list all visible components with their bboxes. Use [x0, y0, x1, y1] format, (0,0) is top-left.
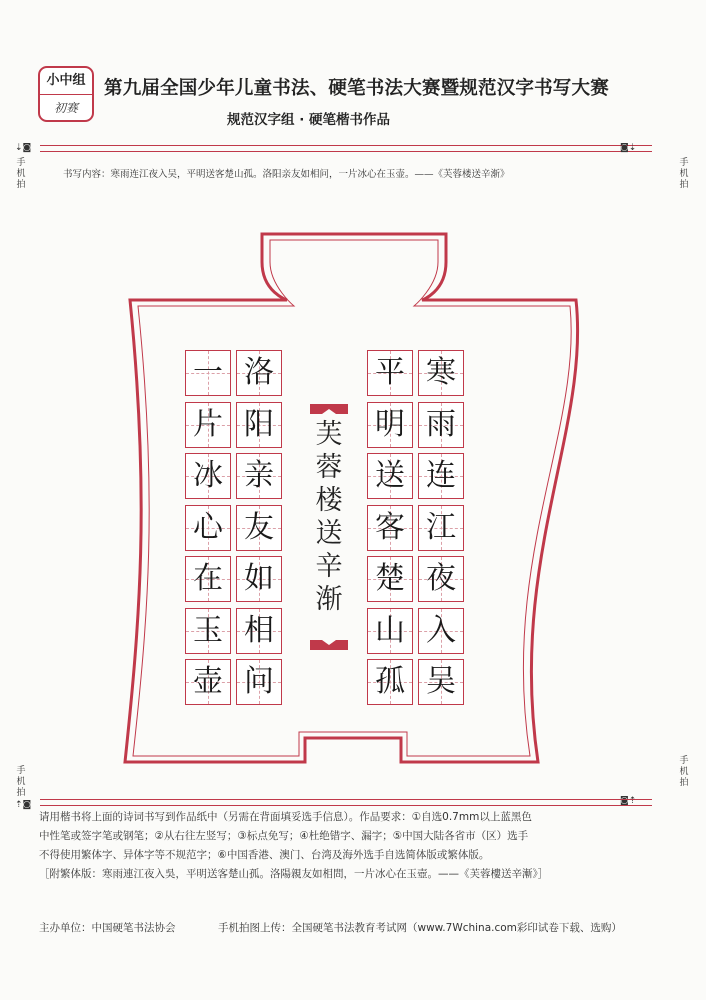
grid-cell: [185, 505, 231, 551]
grid-character: 夜: [426, 561, 456, 596]
grid-character: 明: [375, 406, 405, 442]
grid-character: 吴: [426, 664, 456, 699]
grid-cell: [367, 350, 413, 396]
grid-cell: [185, 402, 231, 448]
grid-character: 如: [244, 561, 274, 596]
grid-character: 江: [426, 509, 456, 545]
grid-cell: [236, 453, 282, 499]
phone-camera-icon: ⇡◙: [15, 800, 32, 810]
grid-character: 问: [244, 664, 274, 699]
instructions: [39, 808, 639, 884]
side-label-top-right: 手机拍: [679, 158, 689, 190]
grid-cell: [418, 350, 464, 396]
grid-character: 心: [193, 509, 223, 545]
phone-camera-icon: ◙⇡: [620, 796, 637, 806]
instruction-line: 请用楷书将上面的诗词书写到作品纸中（另需在背面填妥选手信息）。作品要求：①自选0.7mm以上蓝黑色: [39, 811, 532, 823]
grid-cell: [418, 556, 464, 602]
grid-character: 玉: [193, 612, 223, 648]
grid-cell: [418, 453, 464, 499]
title-marker-top: [310, 404, 348, 414]
grid-cell: [236, 659, 282, 705]
grid-character: 客: [375, 509, 405, 545]
grid-character: 寒: [426, 355, 456, 390]
title-marker-bottom: [310, 640, 348, 650]
poem-title: 芙蓉楼送辛渐: [315, 419, 343, 615]
grid-cell: [236, 608, 282, 654]
grid-cell: [367, 402, 413, 448]
grid-cell: [367, 556, 413, 602]
grid-cell: [418, 608, 464, 654]
grid-character: 连: [426, 458, 456, 493]
bottom-divider: [40, 799, 652, 806]
grid-character: 亲: [244, 458, 274, 493]
side-label-bottom-right: 手机拍: [679, 756, 689, 788]
grid-character: 片: [193, 406, 223, 442]
grid-character: 在: [193, 561, 223, 596]
grid-cell: [185, 453, 231, 499]
instruction-line: 中性笔或签字笔或钢笔；②从右往左竖写；③标点免写；④杜绝错字、漏字；⑤中国大陆各省市（区）选手: [39, 830, 529, 842]
badge-group-label: 小中组: [40, 68, 92, 95]
grid-character: 阳: [244, 406, 274, 442]
grid-character: 相: [244, 612, 274, 648]
grid-cell: [236, 505, 282, 551]
badge-round-label: 初赛: [53, 101, 78, 115]
grid-cell: [236, 556, 282, 602]
side-label-top-left: 手机拍: [16, 158, 26, 190]
grid-cell: [185, 608, 231, 654]
grid-character: 送: [375, 458, 405, 493]
grid-character: 孤: [375, 664, 405, 699]
organizer: 主办单位：中国硬笔书法协会: [39, 922, 176, 934]
upload-info: 手机拍图上传：全国硬笔书法教育考试网（www.7Wchina.com彩印试卷下载、选购）: [218, 922, 622, 934]
grid-character: 平: [375, 355, 405, 390]
grid-character: 一: [193, 355, 223, 390]
grid-character: 楚: [375, 561, 405, 596]
page-title: 第九届全国少年儿童书法、硬笔书法大赛暨规范汉字书写大赛: [104, 78, 609, 99]
grid-character: 友: [244, 509, 274, 545]
grid-character: 洛: [244, 355, 274, 390]
phone-camera-icon: ⇣◙: [15, 143, 32, 153]
grid-cell: [367, 659, 413, 705]
side-label-bottom-left: 手机拍: [16, 766, 26, 798]
phone-camera-icon: ◙⇣: [620, 143, 637, 153]
grid-cell: [367, 608, 413, 654]
grid-cell: [418, 505, 464, 551]
grid-cell: [236, 350, 282, 396]
instruction-line: 不得使用繁体字、异体字等不规范字；⑥中国香港、澳门、台湾及海外选手自选简体版或繁体版。: [39, 849, 490, 861]
grid-character: 冰: [193, 458, 223, 493]
grid-cell: [367, 505, 413, 551]
grid-character: 壶: [193, 664, 223, 699]
grid-cell: [185, 659, 231, 705]
grid-cell: [418, 402, 464, 448]
grid-cell: [185, 556, 231, 602]
grid-character: 入: [426, 612, 456, 648]
grid-character: 雨: [426, 406, 456, 442]
writing-content: 书写内容：寒雨连江夜入吴，平明送客楚山孤。洛阳亲友如相问，一片冰心在玉壶。——《芙蓉楼送辛渐》: [63, 169, 510, 180]
grid-cell: [185, 350, 231, 396]
grid-cell: [367, 453, 413, 499]
grid-character: 山: [375, 612, 405, 648]
grid-cell: [418, 659, 464, 705]
instruction-line: ［附繁体版：寒雨連江夜入吳，平明送客楚山孤。洛陽親友如相問，一片冰心在玉壺。——《芙蓉樓送辛漸》］: [39, 868, 549, 880]
grid-cell: [236, 402, 282, 448]
page-subtitle: 规范汉字组 · 硬笔楷书作品: [227, 112, 391, 128]
